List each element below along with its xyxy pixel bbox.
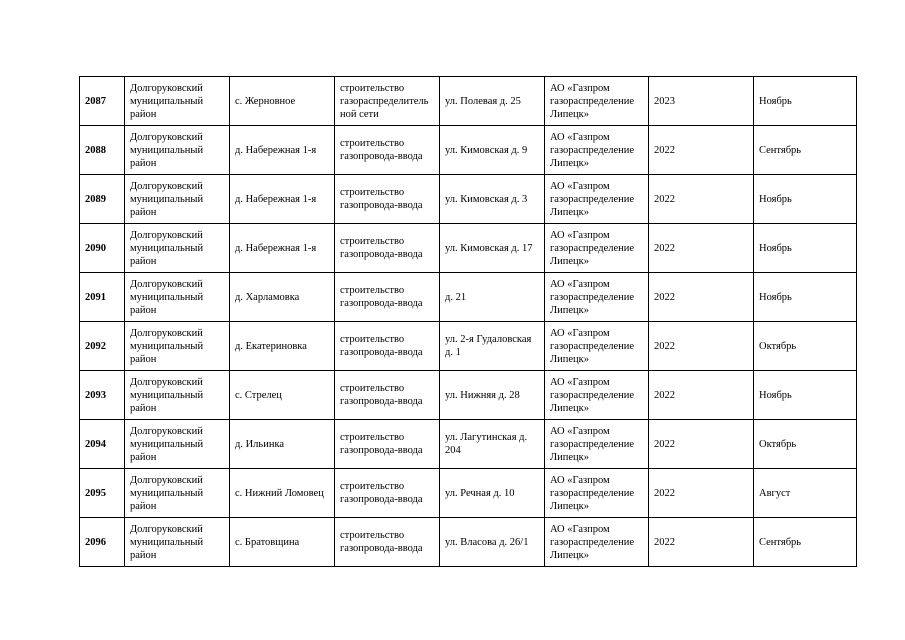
district-cell: Долгоруковский муниципальный район (125, 420, 230, 469)
row-number-cell: 2091 (80, 273, 125, 322)
year-cell: 2022 (649, 518, 754, 567)
address-cell: ул. Власова д. 26/1 (440, 518, 545, 567)
month-cell: Октябрь (754, 322, 857, 371)
work-type-cell: строительство газопровода-ввода (335, 518, 440, 567)
organization-cell: АО «Газпром газораспределение Липецк» (545, 126, 649, 175)
year-cell: 2022 (649, 273, 754, 322)
settlement-cell: д. Екатериновка (230, 322, 335, 371)
table-row (80, 175, 857, 224)
address-cell: ул. Лагутинская д. 204 (440, 420, 545, 469)
organization-cell: АО «Газпром газораспределение Липецк» (545, 371, 649, 420)
organization-cell: АО «Газпром газораспределение Липецк» (545, 469, 649, 518)
year-cell: 2022 (649, 224, 754, 273)
district-cell: Долгоруковский муниципальный район (125, 224, 230, 273)
organization-cell: АО «Газпром газораспределение Липецк» (545, 420, 649, 469)
district-cell: Долгоруковский муниципальный район (125, 77, 230, 126)
table-row (80, 371, 857, 420)
organization-cell: АО «Газпром газораспределение Липецк» (545, 77, 649, 126)
month-cell: Сентябрь (754, 126, 857, 175)
district-cell: Долгоруковский муниципальный район (125, 175, 230, 224)
month-cell: Ноябрь (754, 175, 857, 224)
month-cell: Сентябрь (754, 518, 857, 567)
gasification-table (79, 76, 857, 567)
address-cell: ул. Кимовская д. 9 (440, 126, 545, 175)
year-cell: 2022 (649, 371, 754, 420)
work-type-cell: строительство газопровода-ввода (335, 126, 440, 175)
year-cell: 2022 (649, 322, 754, 371)
organization-cell: АО «Газпром газораспределение Липецк» (545, 518, 649, 567)
organization-cell: АО «Газпром газораспределение Липецк» (545, 175, 649, 224)
year-cell: 2022 (649, 469, 754, 518)
month-cell: Ноябрь (754, 77, 857, 126)
table-row (80, 469, 857, 518)
month-cell: Ноябрь (754, 273, 857, 322)
address-cell: ул. Полевая д. 25 (440, 77, 545, 126)
settlement-cell: с. Жерновное (230, 77, 335, 126)
row-number-cell: 2093 (80, 371, 125, 420)
organization-cell: АО «Газпром газораспределение Липецк» (545, 273, 649, 322)
row-number-cell: 2089 (80, 175, 125, 224)
district-cell: Долгоруковский муниципальный район (125, 518, 230, 567)
settlement-cell: д. Набережная 1-я (230, 126, 335, 175)
settlement-cell: д. Набережная 1-я (230, 224, 335, 273)
month-cell: Ноябрь (754, 371, 857, 420)
work-type-cell: строительство газопровода-ввода (335, 420, 440, 469)
row-number-cell: 2095 (80, 469, 125, 518)
address-cell: ул. Кимовская д. 3 (440, 175, 545, 224)
work-type-cell: строительство газопровода-ввода (335, 224, 440, 273)
work-type-cell: строительство газопровода-ввода (335, 175, 440, 224)
address-cell: ул. 2-я Гудаловская д. 1 (440, 322, 545, 371)
organization-cell: АО «Газпром газораспределение Липецк» (545, 224, 649, 273)
work-type-cell: строительство газопровода-ввода (335, 469, 440, 518)
settlement-cell: с. Стрелец (230, 371, 335, 420)
row-number-cell: 2096 (80, 518, 125, 567)
year-cell: 2023 (649, 77, 754, 126)
table-row (80, 322, 857, 371)
settlement-cell: д. Ильинка (230, 420, 335, 469)
address-cell: ул. Нижняя д. 28 (440, 371, 545, 420)
table-row (80, 77, 857, 126)
organization-cell: АО «Газпром газораспределение Липецк» (545, 322, 649, 371)
row-number-cell: 2094 (80, 420, 125, 469)
row-number-cell: 2088 (80, 126, 125, 175)
work-type-cell: строительство газопровода-ввода (335, 371, 440, 420)
work-type-cell: строительство газопровода-ввода (335, 322, 440, 371)
district-cell: Долгоруковский муниципальный район (125, 371, 230, 420)
district-cell: Долгоруковский муниципальный район (125, 322, 230, 371)
settlement-cell: д. Харламовка (230, 273, 335, 322)
table-body (80, 77, 857, 567)
district-cell: Долгоруковский муниципальный район (125, 469, 230, 518)
year-cell: 2022 (649, 175, 754, 224)
address-cell: ул. Кимовская д. 17 (440, 224, 545, 273)
month-cell: Октябрь (754, 420, 857, 469)
work-type-cell: строительство газопровода-ввода (335, 273, 440, 322)
settlement-cell: с. Нижний Ломовец (230, 469, 335, 518)
settlement-cell: д. Набережная 1-я (230, 175, 335, 224)
table-row (80, 420, 857, 469)
row-number-cell: 2090 (80, 224, 125, 273)
table-row (80, 273, 857, 322)
month-cell: Ноябрь (754, 224, 857, 273)
address-cell: ул. Речная д. 10 (440, 469, 545, 518)
table-row (80, 224, 857, 273)
month-cell: Август (754, 469, 857, 518)
table-row (80, 126, 857, 175)
district-cell: Долгоруковский муниципальный район (125, 126, 230, 175)
table-row (80, 518, 857, 567)
row-number-cell: 2092 (80, 322, 125, 371)
year-cell: 2022 (649, 126, 754, 175)
address-cell: д. 21 (440, 273, 545, 322)
year-cell: 2022 (649, 420, 754, 469)
work-type-cell: строительство газораспределитель ной сети (335, 77, 440, 126)
district-cell: Долгоруковский муниципальный район (125, 273, 230, 322)
row-number-cell: 2087 (80, 77, 125, 126)
settlement-cell: с. Братовщина (230, 518, 335, 567)
